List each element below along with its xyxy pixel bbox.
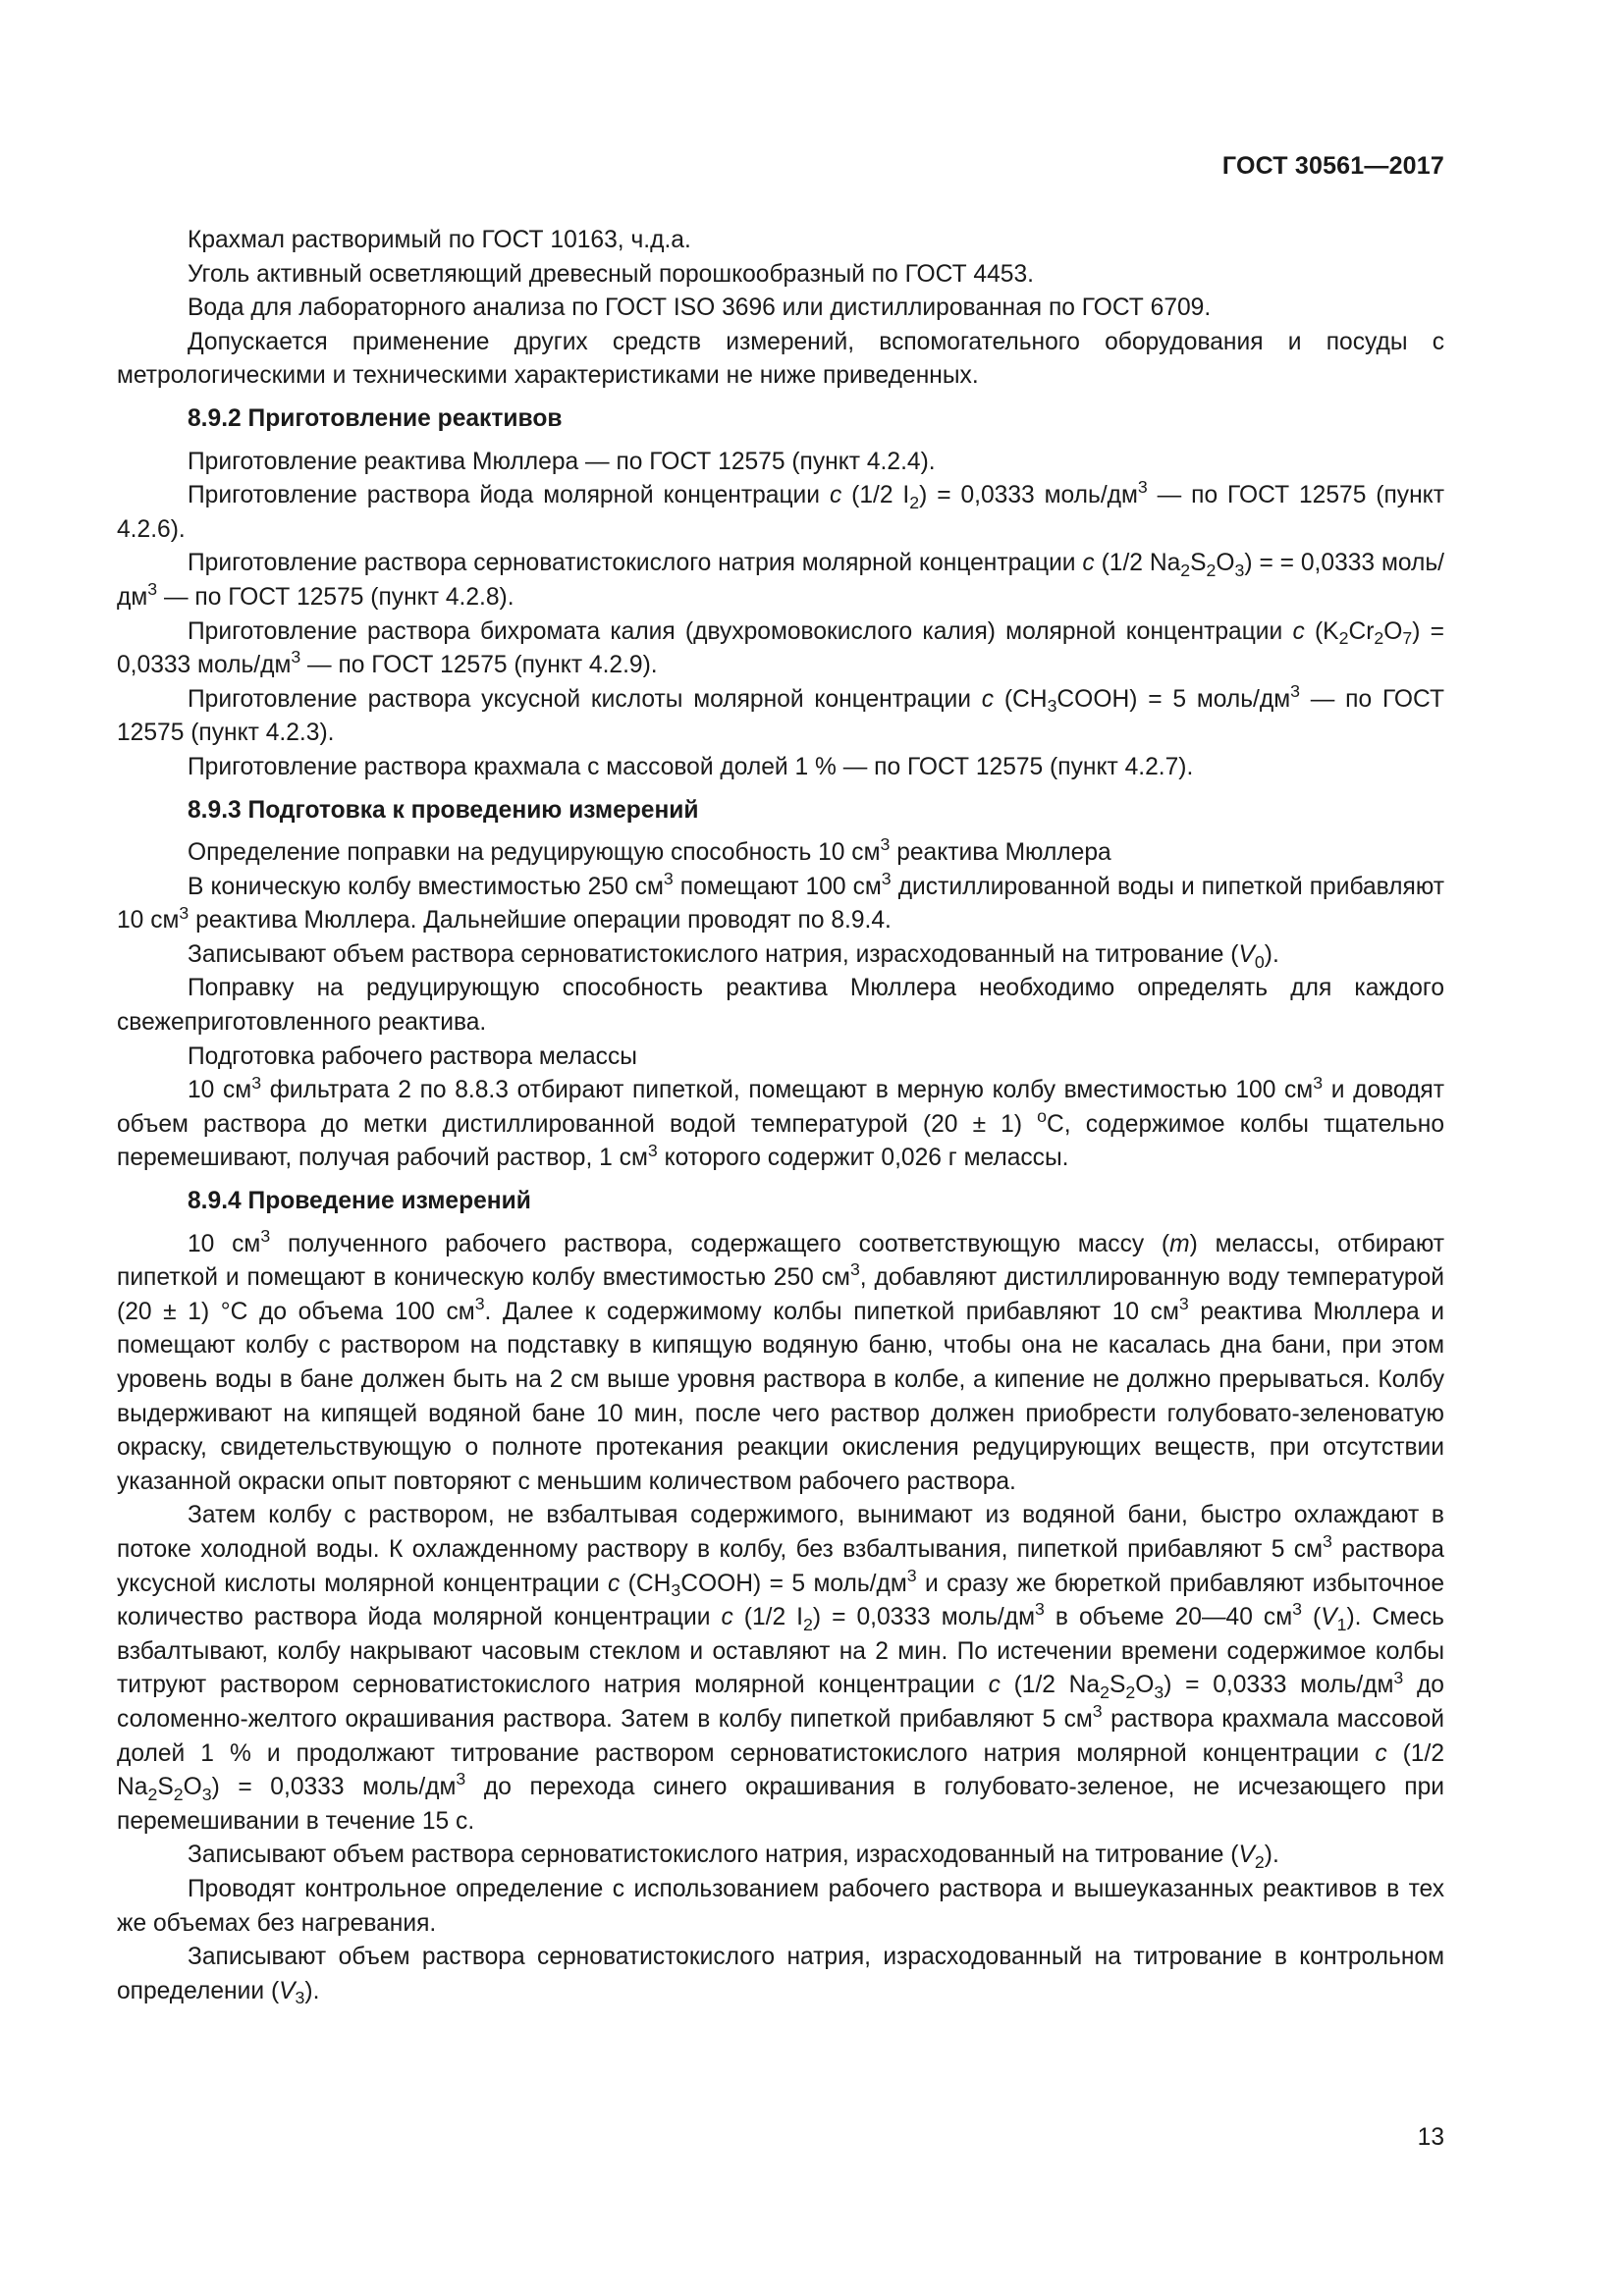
paragraph: Приготовление реактива Мюллера — по ГОСТ 12575 (пункт 4.2.4).: [188, 448, 936, 475]
paragraph: 10 $см^3$ полученного рабочего раствора, содержащего соответствующую массу (m) мелассы, отбирают пипеткой и помещают в коническую колбу вместимостью 250 $см^3$, добавляют дистиллированную воду температурой (20 ± 1) °C до объема 100 $см^3$. Далее к содержимому колбы пипеткой прибавляют 10 $см^3$ реактива Мюллера и помещают колбу с раствором на подставку в кипящую водяную баню, чтобы она не касалась дна бани, при этом уровень воды в бане должен быть на 2 см выше уровня раствора в колбе, а кипение не должно прерываться. Колбу выдерживают на кипящей водяной бане 10 мин, после чего раствор должен приобрести голубовато-зеленоватую окраску, свидетельствующую о полноте протекания реакции окисления редуцирующих веществ, при отсутствии указанной окраски опыт повторяют с меньшим количеством рабочего раствора.: [117, 1225, 1445, 1495]
paragraph: Записывают объем раствора серноватистокислого натрия, израсходованный на титрование $(V_2)$.: [188, 1842, 1279, 1872]
paragraph: Уголь активный осветляющий древесный порошкообразный по ГОСТ 4453.: [188, 260, 1034, 288]
paragraph: Проводят контрольное определение с использованием рабочего раствора и вышеуказанных реактивов в тех же объемах без нагревания.: [117, 1875, 1444, 1937]
paragraph: Определение поправки на редуцирующую способность 10 $см^3$ реактива Мюллера: [188, 834, 1111, 867]
section-heading-8-9-4: 8.9.4 Проведение измерений: [188, 1188, 531, 1215]
paragraph: 10 $см^3$ фильтрата 2 по 8.8.3 отбирают пипеткой, помещают в мерную колбу вместимостью 100 $см^3$ и доводят объем раствора до метки дистиллированной водой температурой (20 ± 1) $^o$C, содержимое колбы тщательно перемешивают, получая рабочий раствор, 1 $см^3$ которого содержит 0,026 г мелассы.: [117, 1072, 1444, 1172]
body-text: [117, 224, 1444, 2008]
paragraph: Записывают объем раствора серноватистокислого натрия, израсходованный на титрование $(V_0)$.: [188, 940, 1279, 972]
page-number: 13: [1417, 2124, 1444, 2151]
paragraph: Крахмал растворимый по ГОСТ 10163, ч.д.а.: [188, 227, 691, 253]
paragraph: Затем колбу с раствором, не взбалтывая содержимого, вынимают из водяной бани, быстро охлаждают в потоке холодной воды. К охлажденному раствору в колбу, без взбалтывания, пипеткой прибавляют 5 $см^3$ раствора уксусной кислоты молярной концентрации c $(CH_3COOH) = 5$ моль/$дм^3$ и сразу же бюреткой прибавляют избыточное количество раствора йода молярной концентрации c (1/2 $I_2) = 0,0333$ моль/$дм^3$ в объеме 20—40 $см^3$ $(V_1)$. Смесь взбалтывают, колбу накрывают часовым стеклом и оставляют на 2 мин. По истечении времени содержимое колбы титруют раствором серноватистокислого натрия молярной концентрации c (1/2 $Na_2S_2O_3) = 0,0333$ моль/$дм^3$ до соломенно-желтого окрашивания раствора. Затем в колбу пипеткой прибавляют 5 $см^3$ раствора крахмала массовой долей 1 % и продолжают титрование раствором серноватистокислого натрия молярной концентрации c (1/2 $Na_2S_2O_3) = 0,0333$ моль/$дм^3$ до перехода синего окрашивания в голубовато-зеленое, не исчезающего при перемешивании в течение 15 с.: [117, 1502, 1445, 1835]
paragraph: Приготовление раствора серноватистокислого натрия молярной концентрации c (1/2 $Na_2S_2O_3$) = = 0,0333 моль/$дм^3$ — по ГОСТ 12575 (пункт 4.2.8).: [117, 550, 1445, 611]
paragraph: В коническую колбу вместимостью 250 $см^3$ помещают 100 $см^3$ дистиллированной воды и пипеткой прибавляют 10 $см^3$ реактива Мюллера. Дальнейшие операции проводят по 8.9.4.: [117, 868, 1445, 934]
paragraph: Приготовление раствора уксусной кислоты молярной концентрации c $(CH_3COOH) = 5$ моль/$дм^3$ — по ГОСТ 12575 (пункт 4.2.3).: [117, 680, 1444, 747]
paragraph: Подготовка рабочего раствора мелассы: [188, 1042, 637, 1070]
paragraph: Записывают объем раствора серноватистокислого натрия, израсходованный на титрование в контрольном определении $(V_3)$.: [117, 1944, 1444, 2008]
section-heading-8-9-3: 8.9.3 Подготовка к проведению измерений: [188, 796, 699, 824]
paragraph: Приготовление раствора крахмала с массовой долей 1 % — по ГОСТ 12575 (пункт 4.2.7).: [188, 753, 1194, 780]
paragraph: Приготовление раствора бихромата калия (двухромовокислого калия) молярной концентрации c $(K_2Cr_2O_7) = 0,0333$ моль/$дм^3$ — по ГОСТ 12575 (пункт 4.2.9).: [117, 617, 1444, 679]
paragraph: Поправку на редуцирующую способность реактива Мюллера необходимо определять для каждого свежеприготовленного реактива.: [117, 975, 1444, 1037]
paragraph: Приготовление раствора йода молярной концентрации c (1/2 $I_2) = 0,0333$ моль/$дм^3$ — по ГОСТ 12575 (пункт 4.2.6).: [117, 477, 1444, 543]
section-heading-8-9-2: 8.9.2 Приготовление реактивов: [188, 404, 563, 432]
paragraph: Вода для лабораторного анализа по ГОСТ ISO 3696 или дистиллированная по ГОСТ 6709.: [188, 294, 1212, 322]
paragraph: Допускается применение других средств измерений, вспомогательного оборудования и посуды с метрологическими и техническими характеристиками не ниже приведенных.: [117, 328, 1444, 390]
page-header: ГОСТ 30561—2017: [1221, 152, 1444, 180]
